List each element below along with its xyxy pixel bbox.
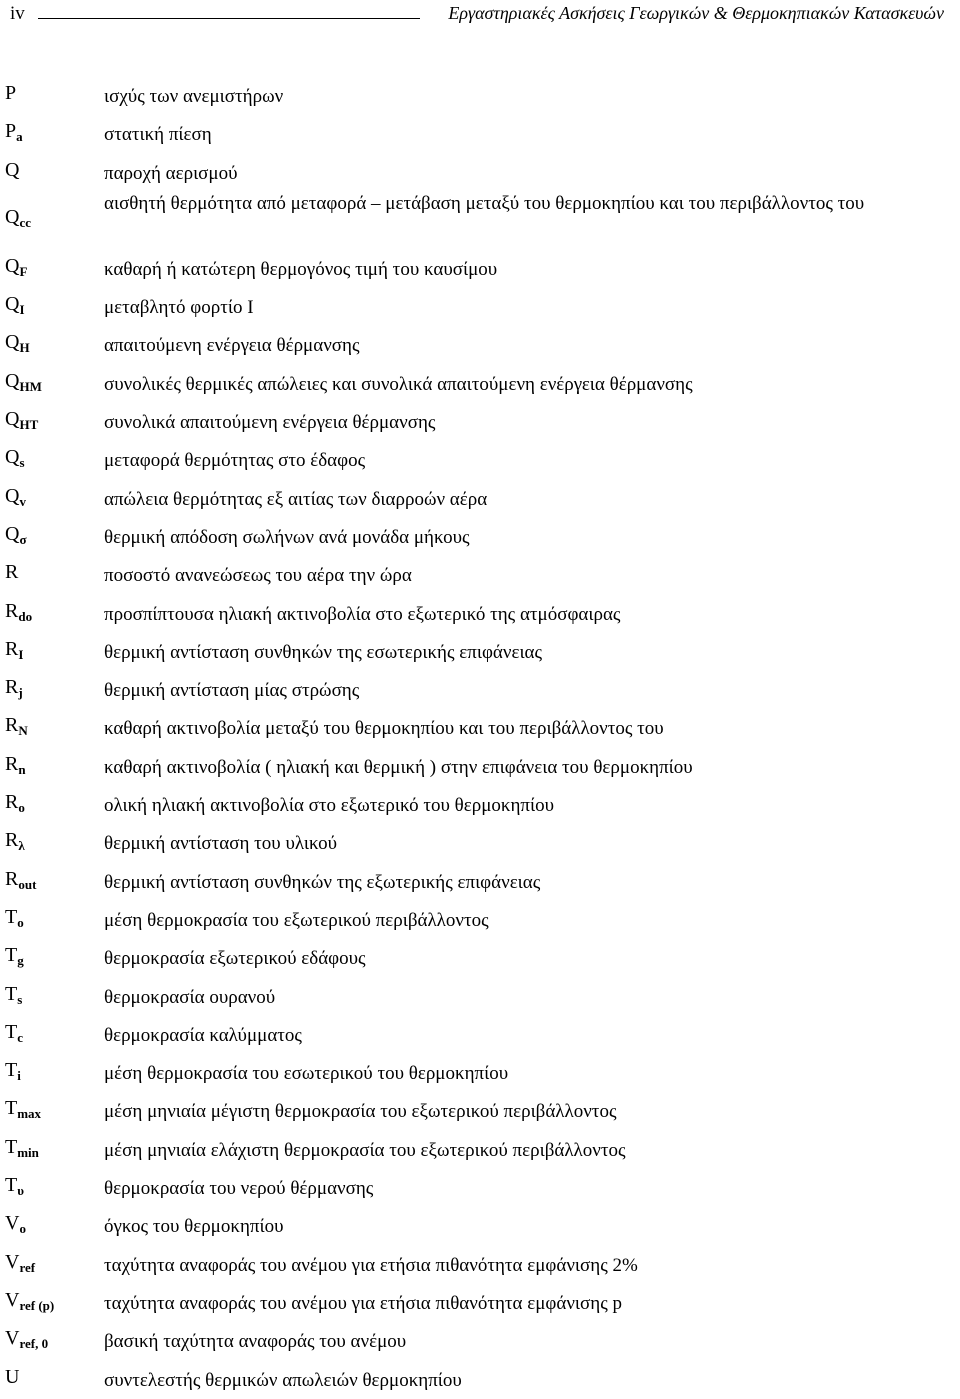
symbol (5, 1136, 39, 1159)
symbol-subscript: out (18, 876, 37, 892)
symbol-base: T (5, 1059, 18, 1082)
symbol-row (0, 1092, 960, 1130)
symbol (5, 791, 25, 814)
symbol (5, 293, 25, 316)
symbol (5, 638, 23, 661)
symbol-base: R (5, 791, 19, 814)
symbol-base: R (5, 599, 19, 622)
symbol-subscript: max (17, 1106, 42, 1122)
symbol-row (0, 518, 960, 556)
symbol (5, 1366, 19, 1389)
symbol-subscript: υ (17, 1183, 24, 1199)
symbol-base: Q (5, 408, 20, 431)
symbol-base: T (5, 1020, 18, 1043)
symbol-row (0, 480, 960, 518)
symbol-row (0, 365, 960, 403)
symbol-row (0, 1016, 960, 1054)
header-rule (38, 18, 420, 19)
symbol-subscript: s (17, 991, 23, 1007)
symbol-definition: θερμοκρασία καλύμματος (104, 1024, 302, 1046)
symbol-base: T (5, 905, 18, 928)
symbol-base: R (5, 714, 19, 737)
symbol (5, 944, 24, 967)
symbol-row (0, 77, 960, 115)
page-header (0, 0, 960, 40)
symbol-base: P (5, 120, 17, 143)
symbol-row (0, 1361, 960, 1399)
symbol (5, 523, 27, 546)
symbol-definition: ταχύτητα αναφοράς του ανέμου για ετήσια πιθανότητα εμφάνισης p (104, 1292, 623, 1314)
symbol-definition: ποσοστό ανανεώσεως του αέρα την ώρα (104, 565, 412, 587)
symbol (5, 331, 30, 354)
symbol (5, 255, 27, 278)
symbol-definition: απώλεια θερμότητας εξ αιτίας των διαρροών αέρα (104, 488, 488, 510)
symbol (5, 1212, 26, 1235)
symbol-subscript: ref, 0 (19, 1336, 49, 1352)
symbol-definition: στατική πίεση (104, 124, 212, 146)
symbol (5, 906, 24, 929)
symbol-base: R (5, 561, 19, 584)
symbol (5, 1021, 23, 1044)
symbol-subscript: i (17, 1068, 21, 1084)
symbol-definition: καθαρή ή κατώτερη θερμογόνος τιμή του καυσίμου (104, 258, 498, 280)
symbol (5, 446, 25, 469)
symbol (5, 370, 42, 393)
symbol (5, 1097, 41, 1120)
symbol-row (0, 556, 960, 594)
symbol-base: U (5, 1365, 20, 1388)
symbol (5, 159, 19, 182)
symbol-row (0, 939, 960, 977)
symbol (5, 206, 31, 229)
symbol-base: Q (5, 369, 20, 392)
symbol-row (0, 863, 960, 901)
symbol-definition: βασική ταχύτητα αναφοράς του ανέμου (104, 1331, 407, 1353)
symbol-subscript: F (19, 263, 28, 279)
symbol-base: V (5, 1288, 20, 1311)
symbol-row (0, 824, 960, 862)
symbol-base: R (5, 752, 19, 775)
symbol-subscript: a (16, 129, 23, 145)
symbol-subscript: g (17, 953, 24, 969)
symbol-row (0, 1246, 960, 1284)
symbol-base: V (5, 1212, 20, 1235)
symbol-row (0, 1169, 960, 1207)
symbol-definition: ταχύτητα αναφοράς του ανέμου για ετήσια πιθανότητα εμφάνισης 2% (104, 1254, 638, 1276)
symbol (5, 561, 18, 584)
symbol-row (0, 978, 960, 1016)
symbol-definition: μεταβλητό φορτίο Ι (104, 297, 254, 319)
symbol-subscript: σ (19, 531, 27, 547)
symbol-row (0, 1207, 960, 1245)
symbol-definition: παροχή αερισμού (104, 162, 238, 184)
symbol-base: Q (5, 484, 20, 507)
symbol-definition: θερμοκρασία ουρανού (104, 986, 276, 1008)
symbol-row (0, 154, 960, 192)
symbol-list (0, 77, 960, 1399)
symbol-base: Q (5, 522, 20, 545)
symbol-definition: μέση θερμοκρασία του εξωτερικού περιβάλλοντος (104, 909, 489, 931)
symbol-base: R (5, 637, 19, 660)
symbol-definition: καθαρή ακτινοβολία μεταξύ του θερμοκηπίου και του περιβάλλοντος του (104, 718, 664, 740)
symbol-definition: απαιτούμενη ενέργεια θέρμανσης (104, 335, 360, 357)
symbol-definition: θερμική αντίσταση μίας στρώσης (104, 680, 360, 702)
symbol (5, 408, 38, 431)
symbol-subscript: min (17, 1144, 39, 1160)
symbol-definition: ολική ηλιακή ακτινοβολία στο εξωτερικό του θερμοκηπίου (104, 795, 555, 817)
symbol-definition: θερμική αντίσταση συνθηκών της εσωτερικής επιφάνειας (104, 641, 543, 663)
symbol-definition: μεταφορά θερμότητας στο έδαφος (104, 450, 366, 472)
symbol (5, 714, 28, 737)
symbol-base: Q (5, 254, 20, 277)
symbol (5, 600, 32, 623)
symbol-base: P (5, 82, 17, 104)
symbol-subscript: c (17, 1029, 23, 1045)
symbol-definition: θερμική αντίσταση του υλικού (104, 833, 338, 855)
symbol-base: T (5, 1135, 18, 1158)
symbol-base: R (5, 829, 19, 852)
symbol (5, 829, 25, 852)
symbol-definition: συντελεστής θερμικών απωλειών θερμοκηπίου (104, 1369, 462, 1391)
symbol (5, 1251, 35, 1274)
symbol-row (0, 250, 960, 288)
symbol (5, 753, 26, 776)
symbol-subscript: HT (19, 417, 39, 433)
symbol-subscript: λ (18, 838, 25, 854)
symbol-definition: αισθητή θερμότητα από μεταφορά – μετάβαση μεταξύ του θερμοκηπίου και του περιβάλλοντος του (104, 192, 865, 214)
symbol-base: R (5, 867, 19, 890)
symbol-definition: καθαρή ακτινοβολία ( ηλιακή και θερμική ) στην επιφάνεια του θερμοκηπίου (104, 756, 693, 778)
symbol-definition: θερμική αντίσταση συνθηκών της εξωτερικής επιφάνειας (104, 871, 541, 893)
symbol (5, 1174, 24, 1197)
symbol-subscript: n (18, 761, 26, 777)
symbol-base: T (5, 982, 18, 1005)
symbol-subscript: j (18, 685, 23, 701)
symbol-row (0, 901, 960, 939)
symbol-base: V (5, 1250, 20, 1273)
symbol-subscript: o (17, 914, 24, 930)
symbol-row (0, 1054, 960, 1092)
symbol (5, 82, 16, 105)
symbol-base: T (5, 1174, 18, 1197)
symbol-subscript: I (18, 646, 24, 662)
symbol-definition: θερμοκρασία του νερού θέρμανσης (104, 1178, 374, 1200)
symbol-subscript: v (19, 493, 26, 509)
symbol (5, 676, 23, 699)
symbol-subscript: ref (19, 1259, 36, 1275)
symbol (5, 868, 36, 891)
symbol-subscript: cc (19, 214, 31, 230)
page-number: iv (10, 3, 25, 24)
symbol-definition: μέση μηνιαία ελάχιστη θερμοκρασία του εξωτερικού περιβάλλοντος (104, 1139, 626, 1161)
symbol-row (0, 441, 960, 479)
symbol-row (0, 326, 960, 364)
symbol-definition: θερμοκρασία εξωτερικού εδάφους (104, 948, 366, 970)
symbol-subscript: HM (19, 378, 42, 394)
symbol-definition: όγκος του θερμοκηπίου (104, 1216, 284, 1238)
symbol-row (0, 786, 960, 824)
symbol-subscript: s (19, 455, 25, 471)
symbol-row (0, 1131, 960, 1169)
symbol-subscript: H (19, 340, 30, 356)
symbol-row (0, 192, 960, 250)
symbol-subscript: I (19, 302, 25, 318)
symbol-subscript: do (18, 608, 33, 624)
symbol-row (0, 288, 960, 326)
symbol-subscript: o (19, 1221, 26, 1237)
symbol-definition: θερμική απόδοση σωλήνων ανά μονάδα μήκους (104, 526, 470, 548)
symbol-definition: ισχύς των ανεμιστήρων (104, 86, 284, 107)
symbol (5, 983, 22, 1006)
symbol-subscript: ref (p) (19, 1297, 55, 1313)
symbol-base: Q (5, 446, 20, 469)
symbol (5, 1289, 54, 1312)
symbol-row (0, 403, 960, 441)
symbol-definition: μέση θερμοκρασία του εσωτερικού του θερμοκηπίου (104, 1063, 509, 1085)
symbol-definition: συνολικές θερμικές απώλειες και συνολικά απαιτούμενη ενέργεια θέρμανσης (104, 373, 693, 395)
symbol-base: R (5, 676, 19, 699)
symbol-row (0, 1322, 960, 1360)
symbol-row (0, 709, 960, 747)
symbol-row (0, 748, 960, 786)
running-title: Εργαστηριακές Ασκήσεις Γεωργικών & Θερμοκηπιακών Κατασκευών (448, 3, 944, 23)
symbol-row (0, 633, 960, 671)
symbol (5, 1059, 21, 1082)
symbol-base: Q (5, 205, 20, 228)
symbol-base: Q (5, 293, 20, 316)
symbol-base: Q (5, 158, 20, 181)
symbol (5, 1327, 48, 1350)
symbol-subscript: o (18, 800, 25, 816)
symbol-base: T (5, 1097, 18, 1120)
symbol-base: V (5, 1327, 20, 1350)
symbol-row (0, 671, 960, 709)
symbol (5, 120, 23, 143)
symbol-row (0, 115, 960, 153)
symbol (5, 485, 26, 508)
symbol-definition: προσπίπτουσα ηλιακή ακτινοβολία στο εξωτερικό της ατμόσφαιρας (104, 603, 621, 625)
symbol-base: Q (5, 331, 20, 354)
symbol-row (0, 1284, 960, 1322)
symbol-base: T (5, 944, 18, 967)
symbol-row (0, 595, 960, 633)
symbol-definition: συνολικά απαιτούμενη ενέργεια θέρμανσης (104, 412, 436, 434)
symbol-definition: μέση μηνιαία μέγιστη θερμοκρασία του εξωτερικού περιβάλλοντος (104, 1101, 617, 1123)
symbol-subscript: N (18, 723, 28, 739)
